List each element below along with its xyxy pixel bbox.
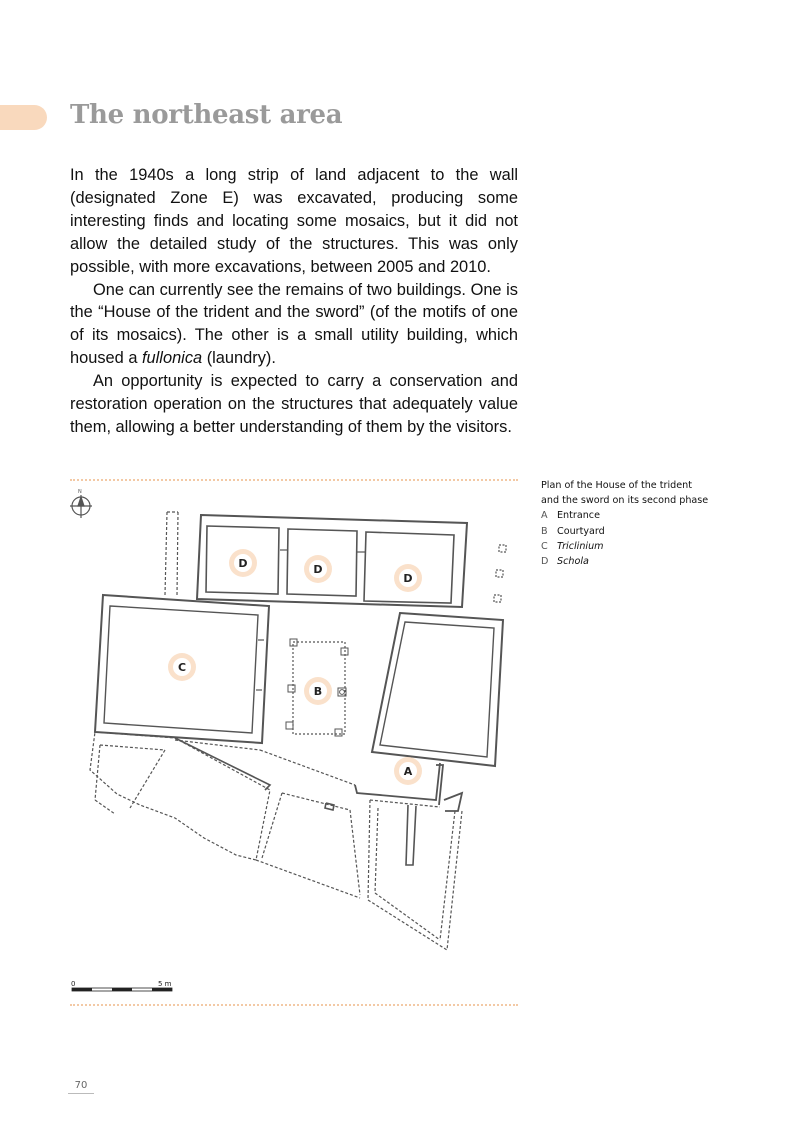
site-plan xyxy=(60,485,520,995)
svg-text:C: C xyxy=(177,661,187,674)
marker-d1 xyxy=(229,549,257,577)
svg-text:D: D xyxy=(403,572,413,585)
svg-text:D: D xyxy=(238,557,248,570)
caption-title-line1: Plan of the House of the trident xyxy=(541,480,692,491)
north-label: N xyxy=(78,489,82,495)
figure-top-divider xyxy=(70,479,518,481)
body-text xyxy=(70,164,518,439)
svg-text:D: D xyxy=(313,563,323,576)
section-tab-accent xyxy=(0,105,47,130)
legend-entry-a: A Entrance xyxy=(541,510,600,522)
marker-a xyxy=(394,757,422,785)
marker-d3 xyxy=(394,564,422,592)
paragraph-3: An opportunity is expected to carry a conservation and restoration operation on the structures that adequately value them, allowing a better understanding of them by the visitors. xyxy=(70,372,518,436)
figure-caption xyxy=(541,478,741,569)
north-arrow-icon xyxy=(70,495,92,518)
svg-text:0: 0 xyxy=(71,980,76,988)
legend-entry-c: C Triclinium xyxy=(541,540,604,552)
paragraph-1: In the 1940s a long strip of land adjacent to the wall (designated Zone E) was excavated, producing some interesting finds and locating some mosaics, but it did not allow the detailed study of the structures. This was only possible, with more excavations, between 2005 and 2010. xyxy=(70,166,518,276)
svg-text:5 m: 5 m xyxy=(158,980,172,988)
west-dashed-wall xyxy=(165,512,178,595)
marker-d2 xyxy=(304,555,332,583)
east-dashed-squares xyxy=(494,545,506,602)
section-title: The northeast area xyxy=(70,100,343,130)
marker-c xyxy=(168,653,196,681)
page-number: 70 xyxy=(68,1080,94,1094)
south-solid-walls xyxy=(175,738,416,865)
svg-text:A: A xyxy=(403,765,413,778)
figure-bottom-divider xyxy=(70,1004,518,1006)
east-room-walls xyxy=(372,613,503,766)
legend-entry-d: D Schola xyxy=(541,556,589,568)
scale-bar xyxy=(71,980,172,991)
svg-text:B: B xyxy=(313,685,323,698)
legend-entry-b: B Courtyard xyxy=(541,525,605,537)
marker-b xyxy=(304,677,332,705)
caption-title-line2: and the sword on its second phase xyxy=(541,495,709,507)
paragraph-2: One can currently see the remains of two buildings. One is the “House of the trident and the sword” (of the motifs of one of its mosaics). The other is a small utility building, which housed a fullonica (laundry). xyxy=(70,280,518,368)
